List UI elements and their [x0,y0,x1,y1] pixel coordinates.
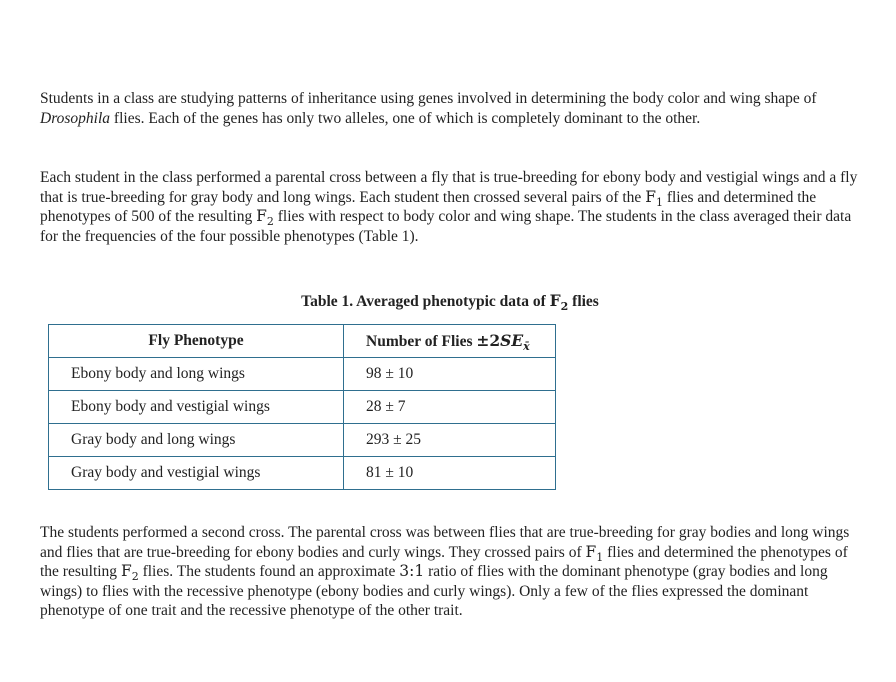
count-cell: 81 ± 10 [344,457,556,490]
intro-paragraph [40,89,860,128]
intro-text-1: Students in a class are studying patterns of inheritance using genes involved in determining the body color and wing shape of [40,90,817,107]
count-cell: 293 ± 25 [344,424,556,457]
count-cell: 98 ± 10 [344,358,556,391]
f2-generation-label: $F_2$ [256,207,274,229]
phenotype-cell: Gray body and vestigial wings [49,457,344,490]
f1-generation-label: $F_1$ [645,187,663,209]
cross-text-2: flies and determined the phenotypes of 500 of the resulting [40,188,817,225]
table-row [49,358,556,391]
second-cross-paragraph [40,523,860,621]
f2-generation-label: $F_2$ [120,562,139,584]
ratio-value: 3:1 [399,562,425,580]
second-cross-text-4: ratio of flies with the dominant phenotype (gray bodies and long wings) to flies with the recessive phenotype (ebony bodies and curly wings). Only a few of the flies expressed the dominant phenotype of one trait and the recessive phenotype of the other trait. [40,563,828,619]
header-fly-phenotype: Fly Phenotype [49,325,344,358]
second-cross-text-2: flies and determined the phenotypes of the resulting [40,543,848,580]
header-number-of-flies: Number of Flies $\pm 2SE_{x̄}$ [344,325,556,358]
phenotype-cell: Ebony body and long wings [49,358,344,391]
phenotype-table [48,324,556,490]
second-cross-text-3: flies. The students found an approximate [138,563,400,580]
phenotype-cell: Gray body and long wings [49,424,344,457]
phenotype-cell: Ebony body and vestigial wings [49,391,344,424]
f1-generation-label: $F_1$ [585,542,604,564]
cross-text-1: Each student in the class performed a parental cross between a fly that is true-breeding for ebony body and vestigial wings and a fly that is true-breeding for gray body and long wings. Each student then crossed several pairs of the [40,169,858,206]
table-row [49,391,556,424]
table-header-row [49,325,556,358]
table-row [49,424,556,457]
second-cross-text-1: The students performed a second cross. The parental cross was between flies that are true-breeding for gray bodies and long wings and flies that are true-breeding for ebony bodies and curly wings. They crossed pairs of [40,524,850,561]
cross-description-paragraph [40,168,860,246]
intro-text-2: flies. Each of the genes has only two alleles, one of which is completely dominant to the other. [110,109,701,127]
species-name: Drosophila [40,109,111,127]
table-title: Table 1. Averaged phenotypic data of $F_2$ flies [301,291,599,314]
table-row [49,457,556,490]
count-cell: 28 ± 7 [344,391,556,424]
cross-text-3: flies with respect to body color and wing shape. The students in the class averaged their data for the frequencies of the four possible phenotypes (Table 1). [40,208,852,245]
